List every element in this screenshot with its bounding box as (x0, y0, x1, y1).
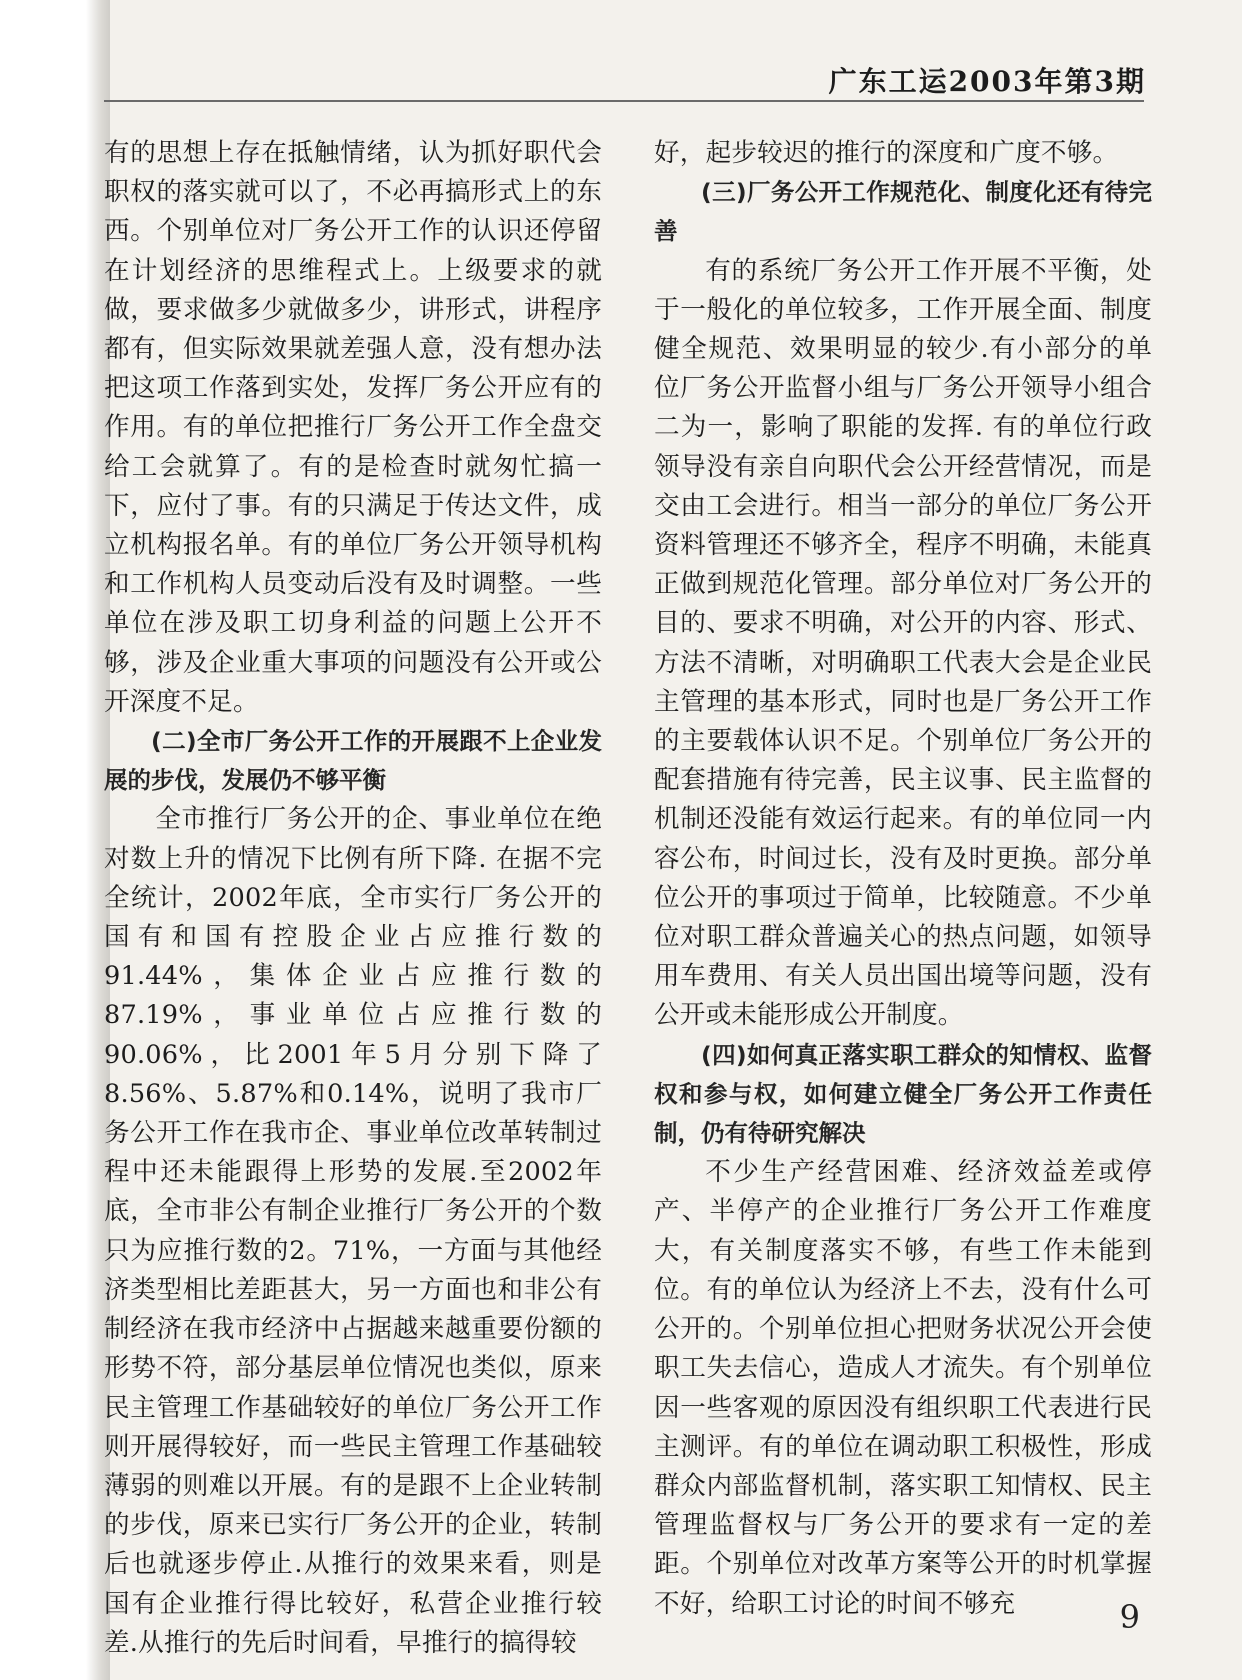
left-column (104, 134, 602, 1663)
section-heading-4: (四)如何真正落实职工群众的知情权、监督权和参与权，如何建立健全厂务公开工作责任制，仍有待研究解决 (654, 1040, 1152, 1148)
right-paragraph-2: 有的系统厂务公开工作开展不平衡，处于一般化的单位较多，工作开展全面、制度健全规范、效果明显的较少.有小部分的单位厂务公开监督小组与厂务公开领导小组合二为一，影响了职能的发挥. 有的单位行政领导没有亲自向职代会公开经营情况，而是交由工会进行。相当一部分的单位厂务公开资料管理还不够齐全，程序不明确，未能真正做到规范化管理。部分单位对厂务公开的目的、要求不明确，对公开的内容、形式、方法不清晰，对明确职工代表大会是企业民主管理的基本形式，同时也是厂务公开工作的主要载体认识不足。个别单位厂务公开的配套措施有待完善，民主议事、民主监督的机制还没能有效运行起来。有的单位同一内容公布，时间过长，没有及时更换。部分单位公开的事项过于简单，比较随意。不少单位对职工群众普遍关心的热点问题，如领导用车费用、有关人员出国出境等问题，没有公开或未能形成公开制度。 (654, 255, 1152, 1031)
header-rule (104, 100, 1144, 102)
running-header: 广东工运2003年第3期 (828, 65, 1146, 98)
binding-shadow (0, 0, 110, 1680)
left-paragraph-2: 全市推行厂务公开的企、事业单位在绝对数上升的情况下比例有所下降. 在据不完全统计，2002年底，全市实行厂务公开的国有和国有控股企业占应推行数的91.44%，集体企业占应推行数的87.19%，事业单位占应推行数的90.06%，比2001年5月分别下降了8.56%、5.87%和0.14%，说明了我市厂务公开工作在我市企、事业单位改革转制过程中还未能跟得上形势的发展.至2002年底，全市非公有制企业推行厂务公开的个数只为应推行数的2。71%，一方面与其他经济类型相比差距甚大，另一方面也和非公有制经济在我市经济中占据越来越重要份额的形势不符，部分基层单位情况也类似，原来民主管理工作基础较好的单位厂务公开工作则开展得较好，而一些民主管理工作基础较薄弱的则难以开展。有的是跟不上企业转制的步伐，原来已实行厂务公开的企业，转制后也就逐步停止.从推行的效果来看，则是国有企业推行得比较好，私营企业推行较差.从推行的先后时间看，早推行的搞得较 (104, 804, 602, 1658)
page-number: 9 (1119, 1598, 1140, 1636)
left-paragraph-1: 有的思想上存在抵触情绪，认为抓好职代会职权的落实就可以了，不必再搞形式上的东西。个别单位对厂务公开工作的认识还停留在计划经济的思维程式上。上级要求的就做，要求做多少就做多少，讲形式，讲程序都有，但实际效果就差强人意，没有想办法把这项工作落到实处，发挥厂务公开应有的作用。有的单位把推行厂务公开工作全盘交给工会就算了。有的是检查时就匆忙搞一下，应付了事。有的只满足于传达文件，成立机构报名单。有的单位厂务公开领导机构和工作机构人员变动后没有及时调整。一些单位在涉及职工切身利益的问题上公开不够，涉及企业重大事项的问题没有公开或公开深度不足。 (104, 138, 602, 717)
section-heading-2: (二)全市厂务公开工作的开展跟不上企业发展的步伐，发展仍不够平衡 (104, 727, 602, 795)
right-paragraph-3: 不少生产经营困难、经济效益差或停产、半停产的企业推行厂务公开工作难度大，有关制度落实不够，有些工作未能到位。有的单位认为经济上不去，没有什么可公开的。个别单位担心把财务状况公开会使职工失去信心，造成人才流失。有个别单位因一些客观的原因没有组织职工代表进行民主测评。有的单位在调动职工积极性，形成群众内部监督机制，落实职工知情权、民主管理监督权与厂务公开的要求有一定的差距。个别单位对改革方案等公开的时机掌握不好，给职工讨论的时间不够充 (654, 1157, 1152, 1619)
right-paragraph-1: 好，起步较迟的推行的深度和广度不够。 (654, 138, 1119, 168)
right-column (654, 134, 1152, 1624)
section-heading-3: (三)厂务公开工作规范化、制度化还有待完善 (654, 178, 1152, 246)
